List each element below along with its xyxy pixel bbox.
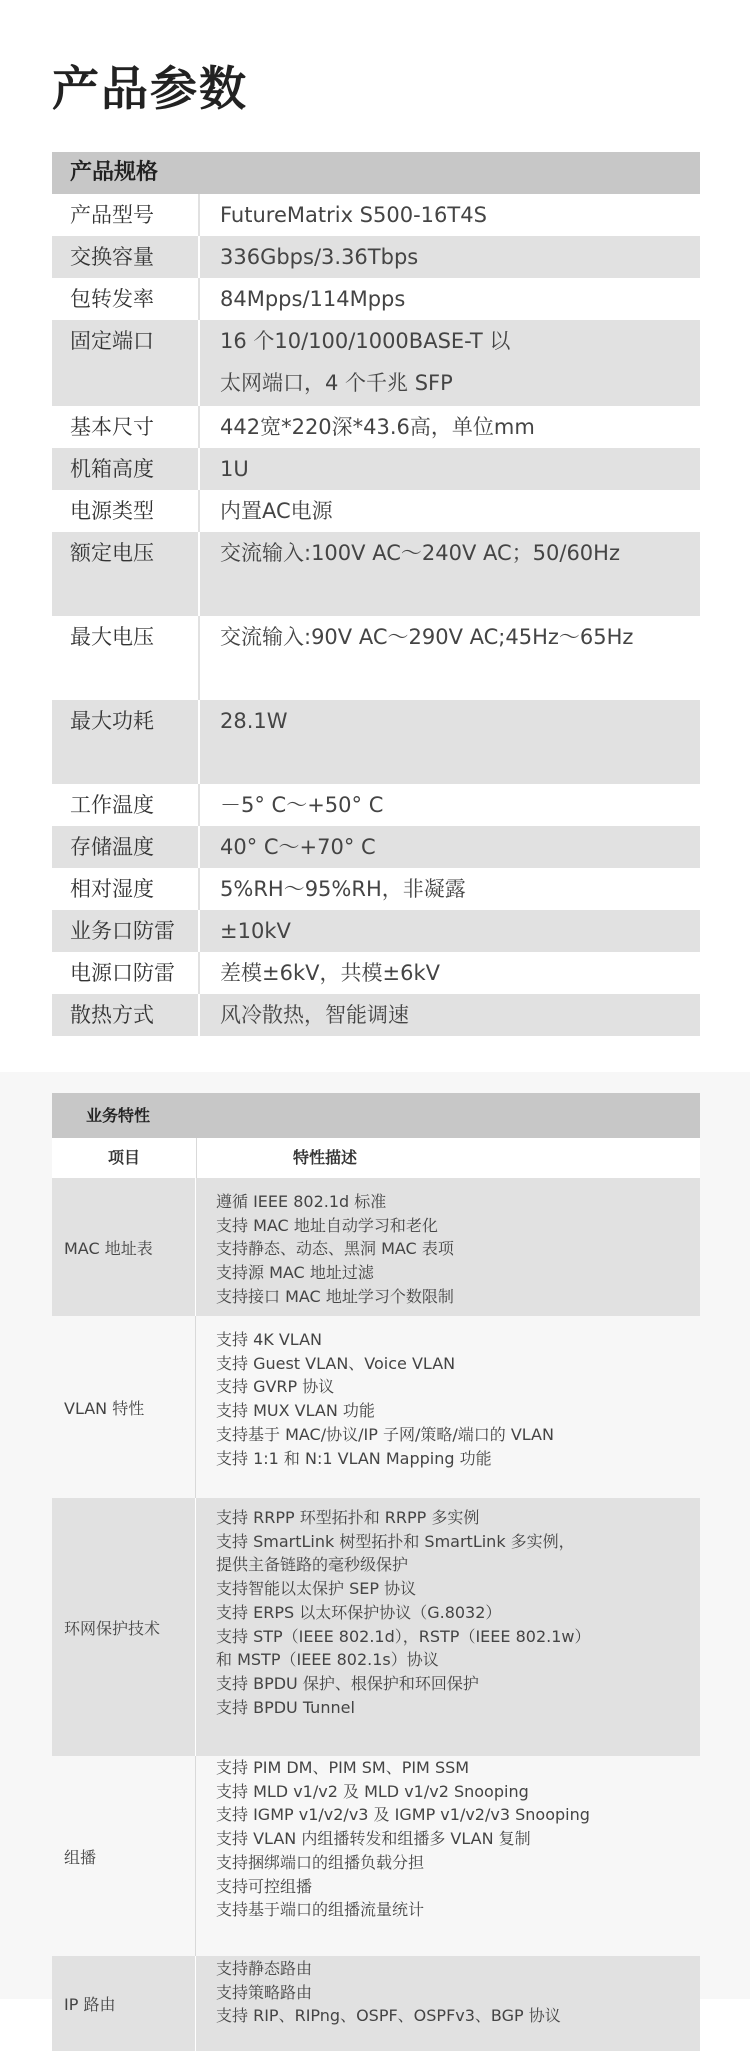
feature-description-line: 支持 GVRP 协议 bbox=[216, 1377, 335, 1397]
spec-label: 工作温度 bbox=[52, 784, 200, 826]
spec-value-line: 交流输入:90V AC～290V AC;45Hz～65Hz bbox=[220, 625, 634, 649]
feature-description-line: 支持接口 MAC 地址学习个数限制 bbox=[216, 1286, 454, 1306]
spec-row bbox=[52, 910, 700, 952]
column-header-description: 特性描述 bbox=[293, 1148, 358, 1167]
features-table bbox=[52, 1093, 700, 2051]
spec-value bbox=[200, 406, 700, 448]
spec-value-line: ±10kV bbox=[220, 919, 291, 943]
feature-row bbox=[52, 1498, 700, 1756]
feature-row bbox=[52, 1756, 700, 1956]
spec-row bbox=[52, 278, 700, 320]
spec-label: 电源口防雷 bbox=[52, 952, 200, 994]
feature-label: 组播 bbox=[52, 1756, 196, 1956]
spec-value bbox=[200, 868, 700, 910]
spec-value bbox=[200, 320, 700, 406]
feature-description-line: 提供主备链路的毫秒级保护 bbox=[216, 1555, 409, 1575]
feature-description-line: 支持 ERPS 以太环保护协议（G.8032） bbox=[216, 1602, 502, 1622]
spec-label: 最大电压 bbox=[52, 616, 200, 700]
feature-description bbox=[196, 1956, 700, 2051]
feature-description-line: 支持 PIM DM、PIM SM、PIM SSM bbox=[216, 1758, 470, 1777]
feature-description-line: 支持 Guest VLAN、Voice VLAN bbox=[216, 1353, 456, 1373]
feature-description bbox=[196, 1178, 700, 1316]
spec-value bbox=[200, 236, 700, 278]
spec-label: 包转发率 bbox=[52, 278, 200, 320]
spec-value-line: 交流输入:100V AC～240V AC；50/60Hz bbox=[220, 541, 620, 565]
spec-label: 业务口防雷 bbox=[52, 910, 200, 952]
spec-value-line: 336Gbps/3.36Tbps bbox=[220, 245, 419, 269]
spec-value bbox=[200, 532, 700, 616]
feature-description-line: 支持基于端口的组播流量统计 bbox=[216, 1900, 425, 1920]
spec-label: 相对湿度 bbox=[52, 868, 200, 910]
feature-description-line: 支持静态、动态、黑洞 MAC 表项 bbox=[216, 1239, 454, 1259]
spec-value bbox=[200, 490, 700, 532]
column-header-item: 项目 bbox=[52, 1138, 197, 1178]
spec-value-line: －5° C～+50° C bbox=[220, 793, 384, 817]
spec-value bbox=[200, 194, 700, 236]
spec-label: 交换容量 bbox=[52, 236, 200, 278]
spec-value bbox=[200, 952, 700, 994]
feature-description-line: 支持 1:1 和 N:1 VLAN Mapping 功能 bbox=[216, 1448, 492, 1468]
spec-label: 产品型号 bbox=[52, 194, 200, 236]
feature-description-line: 支持 RRPP 环型拓扑和 RRPP 多实例 bbox=[216, 1508, 480, 1527]
spec-row bbox=[52, 700, 700, 784]
feature-description-line: 支持 VLAN 内组播转发和组播多 VLAN 复制 bbox=[216, 1829, 531, 1849]
spec-row bbox=[52, 616, 700, 700]
features-column-headers bbox=[52, 1138, 700, 1178]
feature-row bbox=[52, 1316, 700, 1498]
spec-value-line: 5%RH～95%RH，非凝露 bbox=[220, 877, 466, 901]
feature-description-line: 支持 RIP、RIPng、OSPF、OSPFv3、BGP 协议 bbox=[216, 2006, 561, 2026]
features-table-body bbox=[52, 1178, 700, 2051]
spec-value-line: 差模±6kV，共模±6kV bbox=[220, 961, 440, 985]
spec-row bbox=[52, 952, 700, 994]
feature-description-line: 支持基于 MAC/协议/IP 子网/策略/端口的 VLAN bbox=[216, 1424, 554, 1444]
spec-value bbox=[200, 784, 700, 826]
spec-table-body bbox=[52, 194, 700, 1036]
spec-label: 存储温度 bbox=[52, 826, 200, 868]
spec-value-line: FutureMatrix S500-16T4S bbox=[220, 203, 487, 227]
feature-description-line: 支持 MUX VLAN 功能 bbox=[216, 1401, 375, 1421]
feature-label: VLAN 特性 bbox=[52, 1316, 196, 1498]
spec-value bbox=[200, 994, 700, 1036]
feature-description-line: 支持 4K VLAN bbox=[216, 1330, 322, 1349]
spec-row bbox=[52, 194, 700, 236]
feature-description-line: 和 MSTP（IEEE 802.1s）协议 bbox=[216, 1650, 439, 1670]
spec-value-line: 442宽*220深*43.6高，单位mm bbox=[220, 415, 535, 439]
feature-description bbox=[196, 1756, 700, 1956]
feature-description-line: 支持静态路由 bbox=[216, 1959, 313, 1978]
spec-value bbox=[200, 278, 700, 320]
spec-value-line: 16 个10/100/1000BASE-T 以 bbox=[220, 329, 511, 353]
feature-description bbox=[196, 1316, 700, 1498]
feature-description-line: 支持 IGMP v1/v2/v3 及 IGMP v1/v2/v3 Snooping bbox=[216, 1805, 590, 1825]
spec-label: 最大功耗 bbox=[52, 700, 200, 784]
spec-value-line: 太网端口，4 个千兆 SFP bbox=[220, 371, 453, 395]
spec-row bbox=[52, 868, 700, 910]
spec-table-header: 产品规格 bbox=[52, 152, 700, 194]
feature-description-line: 支持 BPDU Tunnel bbox=[216, 1697, 355, 1717]
spec-value bbox=[200, 826, 700, 868]
spec-value-line: 风冷散热，智能调速 bbox=[220, 1003, 409, 1027]
feature-description-line: 支持捆绑端口的组播负载分担 bbox=[216, 1852, 425, 1872]
spec-label: 机箱高度 bbox=[52, 448, 200, 490]
spec-value-line: 1U bbox=[220, 457, 249, 481]
spec-value-line: 内置AC电源 bbox=[220, 499, 333, 523]
spec-value bbox=[200, 616, 700, 700]
feature-row bbox=[52, 1956, 700, 2051]
feature-description-line: 支持智能以太保护 SEP 协议 bbox=[216, 1579, 417, 1599]
spec-label: 固定端口 bbox=[52, 320, 200, 406]
spec-row bbox=[52, 994, 700, 1036]
spec-label: 基本尺寸 bbox=[52, 406, 200, 448]
feature-row bbox=[52, 1178, 700, 1316]
feature-description-line: 支持 SmartLink 树型拓扑和 SmartLink 多实例， bbox=[216, 1531, 575, 1551]
feature-description bbox=[196, 1498, 700, 1756]
spec-value bbox=[200, 700, 700, 784]
page-title: 产品参数 bbox=[52, 62, 248, 117]
spec-row bbox=[52, 448, 700, 490]
spec-row bbox=[52, 490, 700, 532]
feature-label: MAC 地址表 bbox=[52, 1178, 196, 1316]
spec-table bbox=[52, 152, 700, 1036]
feature-description-line: 支持 STP（IEEE 802.1d），RSTP（IEEE 802.1w） bbox=[216, 1626, 591, 1646]
feature-description-line: 支持 BPDU 保护、根保护和环回保护 bbox=[216, 1673, 479, 1693]
spec-value bbox=[200, 448, 700, 490]
feature-description-line: 支持 MAC 地址自动学习和老化 bbox=[216, 1215, 438, 1235]
spec-value-line: 84Mpps/114Mpps bbox=[220, 287, 406, 311]
feature-label: 环网保护技术 bbox=[52, 1498, 196, 1756]
feature-description-line: 支持 MLD v1/v2 及 MLD v1/v2 Snooping bbox=[216, 1781, 529, 1801]
feature-label: IP 路由 bbox=[52, 1956, 196, 2051]
spec-value-line: 28.1W bbox=[220, 709, 288, 733]
features-table-header: 业务特性 bbox=[52, 1093, 700, 1138]
feature-description-line: 遵循 IEEE 802.1d 标准 bbox=[216, 1192, 387, 1211]
spec-value bbox=[200, 910, 700, 952]
feature-description-line: 支持源 MAC 地址过滤 bbox=[216, 1263, 374, 1283]
spec-label: 额定电压 bbox=[52, 532, 200, 616]
spec-row bbox=[52, 826, 700, 868]
spec-row bbox=[52, 784, 700, 826]
feature-description-line: 支持策略路由 bbox=[216, 1982, 313, 2002]
spec-row bbox=[52, 532, 700, 616]
spec-label: 散热方式 bbox=[52, 994, 200, 1036]
spec-row bbox=[52, 236, 700, 278]
feature-description-line: 支持可控组播 bbox=[216, 1876, 313, 1896]
spec-label: 电源类型 bbox=[52, 490, 200, 532]
spec-value-line: 40° C～+70° C bbox=[220, 835, 376, 859]
spec-row bbox=[52, 406, 700, 448]
spec-row bbox=[52, 320, 700, 406]
